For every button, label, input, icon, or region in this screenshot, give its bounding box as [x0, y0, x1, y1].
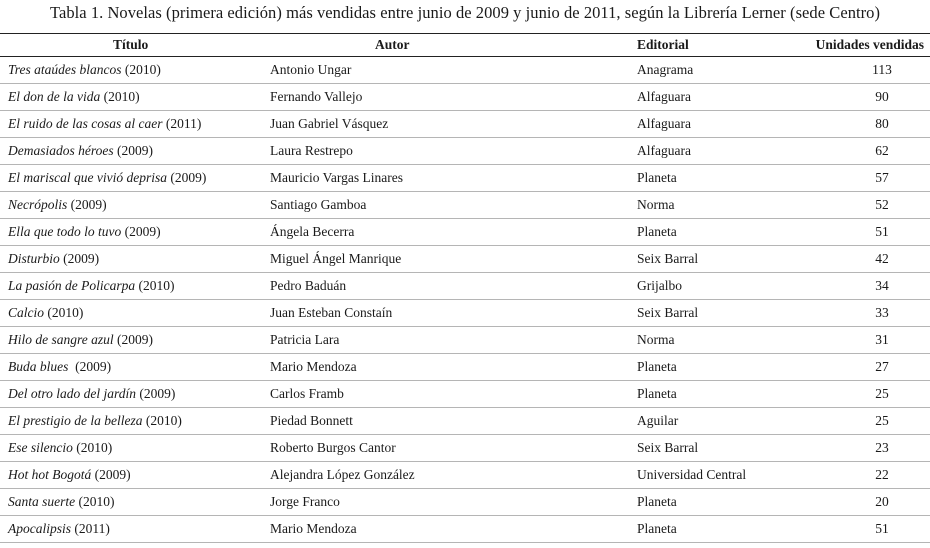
cell-editorial: Seix Barral: [629, 435, 779, 462]
table-row: [0, 57, 930, 84]
cell-titulo: [0, 516, 262, 543]
cell-editorial: Planeta: [629, 354, 779, 381]
table-row: [0, 246, 930, 273]
cell-autor: Fernando Vallejo: [262, 84, 629, 111]
book-title: Ella que todo lo tuvo: [8, 224, 122, 239]
cell-titulo: [0, 462, 262, 489]
table-row: [0, 381, 930, 408]
book-title: El don de la vida: [8, 89, 101, 104]
publication-year: (2010): [100, 89, 140, 104]
book-title: Del otro lado del jardín: [8, 386, 136, 401]
publication-year: (2009): [136, 386, 176, 401]
cell-titulo: [0, 381, 262, 408]
cell-editorial: Planeta: [629, 219, 779, 246]
cell-unidades: 51: [779, 219, 930, 246]
cell-unidades: 27: [779, 354, 930, 381]
cell-titulo: [0, 327, 262, 354]
cell-autor: Laura Restrepo: [262, 138, 629, 165]
cell-autor: Jorge Franco: [262, 489, 629, 516]
cell-unidades: 25: [779, 381, 930, 408]
cell-titulo: [0, 300, 262, 327]
table-header: [0, 34, 930, 57]
cell-autor: Antonio Ungar: [262, 57, 629, 84]
cell-editorial: Alfaguara: [629, 111, 779, 138]
cell-autor: Carlos Framb: [262, 381, 629, 408]
book-title: La pasión de Policarpa: [8, 278, 136, 293]
table-row: [0, 273, 930, 300]
publication-year: (2011): [71, 521, 110, 536]
sales-table-container: [0, 33, 930, 543]
table-row: [0, 408, 930, 435]
book-title: Hot hot Bogotá: [8, 467, 92, 482]
cell-autor: Juan Esteban Constaín: [262, 300, 629, 327]
table-row: [0, 165, 930, 192]
cell-titulo: [0, 354, 262, 381]
table-row: [0, 354, 930, 381]
publication-year: (2009): [59, 251, 100, 266]
table-row: [0, 192, 930, 219]
book-title: Tres ataúdes blancos: [8, 62, 122, 77]
book-title: Necrópolis: [8, 197, 68, 212]
cell-unidades: 34: [779, 273, 930, 300]
book-title: El ruido de las cosas al caer: [8, 116, 163, 131]
cell-titulo: [0, 138, 262, 165]
table-row: [0, 138, 930, 165]
book-title: El mariscal que vivió deprisa: [8, 170, 167, 185]
publication-year: (2010): [121, 62, 161, 77]
table-row: [0, 489, 930, 516]
cell-unidades: 80: [779, 111, 930, 138]
publication-year: (2009): [121, 224, 161, 239]
cell-unidades: 52: [779, 192, 930, 219]
header-unidades: Unidades vendidas: [779, 34, 930, 57]
cell-autor: Miguel Ángel Manrique: [262, 246, 629, 273]
book-title: Buda blues: [8, 359, 69, 374]
cell-titulo: [0, 273, 262, 300]
cell-unidades: 90: [779, 84, 930, 111]
header-autor: Autor: [262, 34, 629, 57]
cell-unidades: 51: [779, 516, 930, 543]
publication-year: (2010): [75, 494, 115, 509]
cell-titulo: [0, 246, 262, 273]
table-caption: Tabla 1. Novelas (primera edición) más vendidas entre junio de 2009 y junio de 2011, según la Librería Lerner (sede Centro): [49, 3, 881, 22]
publication-year: (2010): [135, 278, 175, 293]
table-row: [0, 327, 930, 354]
cell-autor: Alejandra López González: [262, 462, 629, 489]
cell-titulo: [0, 165, 262, 192]
cell-autor: Pedro Baduán: [262, 273, 629, 300]
cell-unidades: 31: [779, 327, 930, 354]
cell-autor: Mauricio Vargas Linares: [262, 165, 629, 192]
table-row: [0, 300, 930, 327]
cell-unidades: 25: [779, 408, 930, 435]
header-editorial: Editorial: [629, 34, 779, 57]
table-row: [0, 111, 930, 138]
table-body: [0, 57, 930, 543]
publication-year: (2010): [44, 305, 84, 320]
table-row: [0, 462, 930, 489]
header-titulo: Título: [0, 34, 262, 57]
cell-autor: Santiago Gamboa: [262, 192, 629, 219]
book-title: Disturbio: [8, 251, 60, 266]
table-row: [0, 219, 930, 246]
book-title: Hilo de sangre azul: [8, 332, 114, 347]
cell-titulo: [0, 489, 262, 516]
cell-titulo: [0, 84, 262, 111]
cell-editorial: Planeta: [629, 489, 779, 516]
publication-year: (2009): [166, 170, 207, 185]
cell-autor: Roberto Burgos Cantor: [262, 435, 629, 462]
cell-unidades: 20: [779, 489, 930, 516]
cell-unidades: 22: [779, 462, 930, 489]
cell-editorial: Anagrama: [629, 57, 779, 84]
cell-autor: Patricia Lara: [262, 327, 629, 354]
cell-unidades: 33: [779, 300, 930, 327]
header-row: [0, 34, 930, 57]
cell-autor: Ángela Becerra: [262, 219, 629, 246]
book-title: El prestigio de la belleza: [8, 413, 143, 428]
cell-titulo: [0, 219, 262, 246]
cell-titulo: [0, 435, 262, 462]
publication-year: (2009): [113, 143, 153, 158]
cell-titulo: [0, 57, 262, 84]
cell-editorial: Alfaguara: [629, 84, 779, 111]
cell-editorial: Norma: [629, 327, 779, 354]
cell-editorial: Aguilar: [629, 408, 779, 435]
sales-table: [0, 33, 930, 543]
publication-year: (2009): [68, 359, 112, 374]
cell-titulo: [0, 192, 262, 219]
cell-editorial: Norma: [629, 192, 779, 219]
book-title: Demasiados héroes: [8, 143, 114, 158]
book-title: Santa suerte: [8, 494, 76, 509]
cell-unidades: 57: [779, 165, 930, 192]
cell-autor: Piedad Bonnett: [262, 408, 629, 435]
publication-year: (2009): [67, 197, 107, 212]
cell-editorial: Planeta: [629, 516, 779, 543]
table-row: [0, 84, 930, 111]
cell-autor: Mario Mendoza: [262, 354, 629, 381]
cell-editorial: Seix Barral: [629, 300, 779, 327]
book-title: Calcio: [8, 305, 44, 320]
cell-autor: Mario Mendoza: [262, 516, 629, 543]
cell-unidades: 23: [779, 435, 930, 462]
cell-editorial: Seix Barral: [629, 246, 779, 273]
publication-year: (2010): [142, 413, 182, 428]
publication-year: (2011): [162, 116, 202, 131]
cell-unidades: 113: [779, 57, 930, 84]
cell-autor: Juan Gabriel Vásquez: [262, 111, 629, 138]
cell-editorial: Planeta: [629, 165, 779, 192]
cell-unidades: 62: [779, 138, 930, 165]
publication-year: (2010): [72, 440, 113, 455]
cell-titulo: [0, 408, 262, 435]
publication-year: (2009): [113, 332, 153, 347]
cell-unidades: 42: [779, 246, 930, 273]
book-title: Apocalipsis: [8, 521, 71, 536]
cell-editorial: Universidad Central: [629, 462, 779, 489]
cell-editorial: Alfaguara: [629, 138, 779, 165]
cell-titulo: [0, 111, 262, 138]
table-row: [0, 435, 930, 462]
publication-year: (2009): [91, 467, 131, 482]
cell-editorial: Planeta: [629, 381, 779, 408]
cell-editorial: Grijalbo: [629, 273, 779, 300]
book-title: Ese silencio: [8, 440, 73, 455]
table-row: [0, 516, 930, 543]
